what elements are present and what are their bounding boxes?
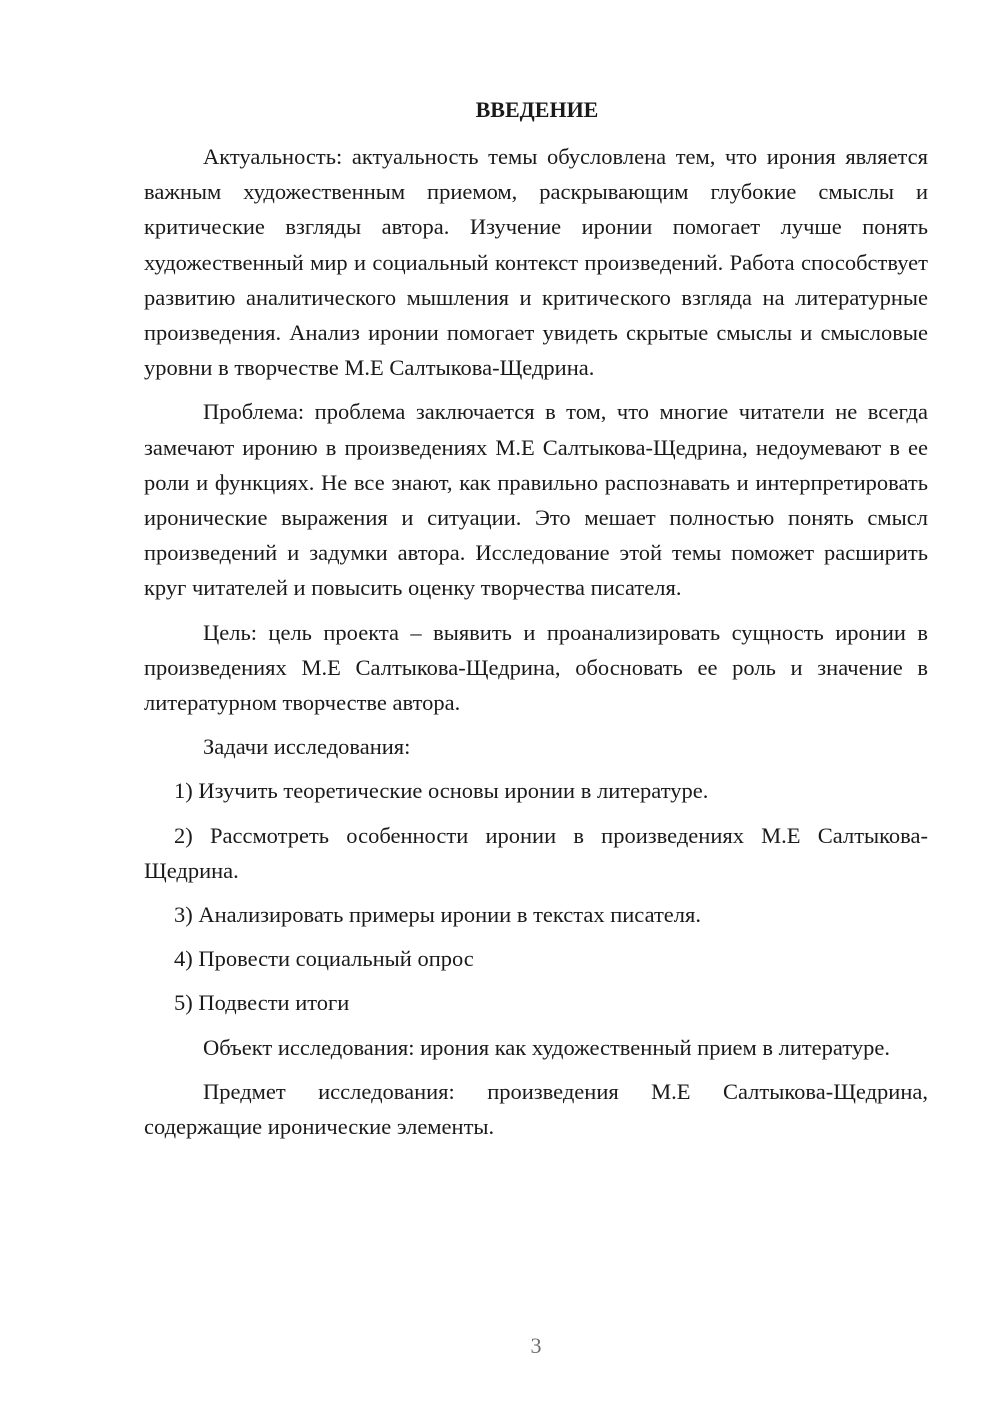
- task-item: 3) Анализировать примеры иронии в текстах писателя.: [174, 902, 701, 928]
- subject-paragraph: Предмет исследования: произведения М.Е Салтыкова-Щедрина, содержащие иронические элементы.: [144, 1078, 928, 1140]
- page-content: [144, 94, 928, 1153]
- tasks-title: Задачи исследования:: [203, 734, 411, 760]
- task-item: 2) Рассмотреть особенности иронии в произведениях М.Е Салтыкова-Щедрина.: [144, 822, 928, 883]
- section-heading: ВВЕДЕНИЕ: [475, 97, 599, 122]
- relevance-paragraph: Актуальность: актуальность темы обусловлена тем, что ирония является важным художественным приемом, раскрывающим глубокие смыслы и критические взгляды автора. Изучение иронии помогает лучше понять художественный мир и социальный контекст произведений. Работа способствует развитию аналитического мышления и критического взгляда на литературные произведения. Анализ иронии помогает увидеть скрытые смыслы и смысловые уровни в творчестве М.Е Салтыкова-Щедрина.: [144, 144, 928, 381]
- problem-paragraph: Проблема: проблема заключается в том, что многие читатели не всегда замечают иронию в произведениях М.Е Салтыкова-Щедрина, недоумевают в ее роли и функциях. Не все знают, как правильно распознавать и интерпретировать иронические выражения и ситуации. Это мешает полностью понять смысл произведений и задумки автора. Исследование этой темы поможет расширить круг читателей и повысить оценку творчества писателя.: [144, 399, 928, 601]
- goal-paragraph: Цель: цель проекта – выявить и проанализировать сущность иронии в произведениях М.Е Салтыкова-Щедрина, обосновать ее роль и значение в литературном творчестве автора.: [144, 619, 928, 716]
- task-item: 1) Изучить теоретические основы иронии в литературе.: [174, 778, 709, 804]
- task-item: 5) Подвести итоги: [174, 990, 350, 1016]
- page-number: 3: [530, 1333, 542, 1358]
- object-paragraph: Объект исследования: ирония как художественный прием в литературе.: [203, 1034, 890, 1060]
- task-item: 4) Провести социальный опрос: [174, 946, 474, 972]
